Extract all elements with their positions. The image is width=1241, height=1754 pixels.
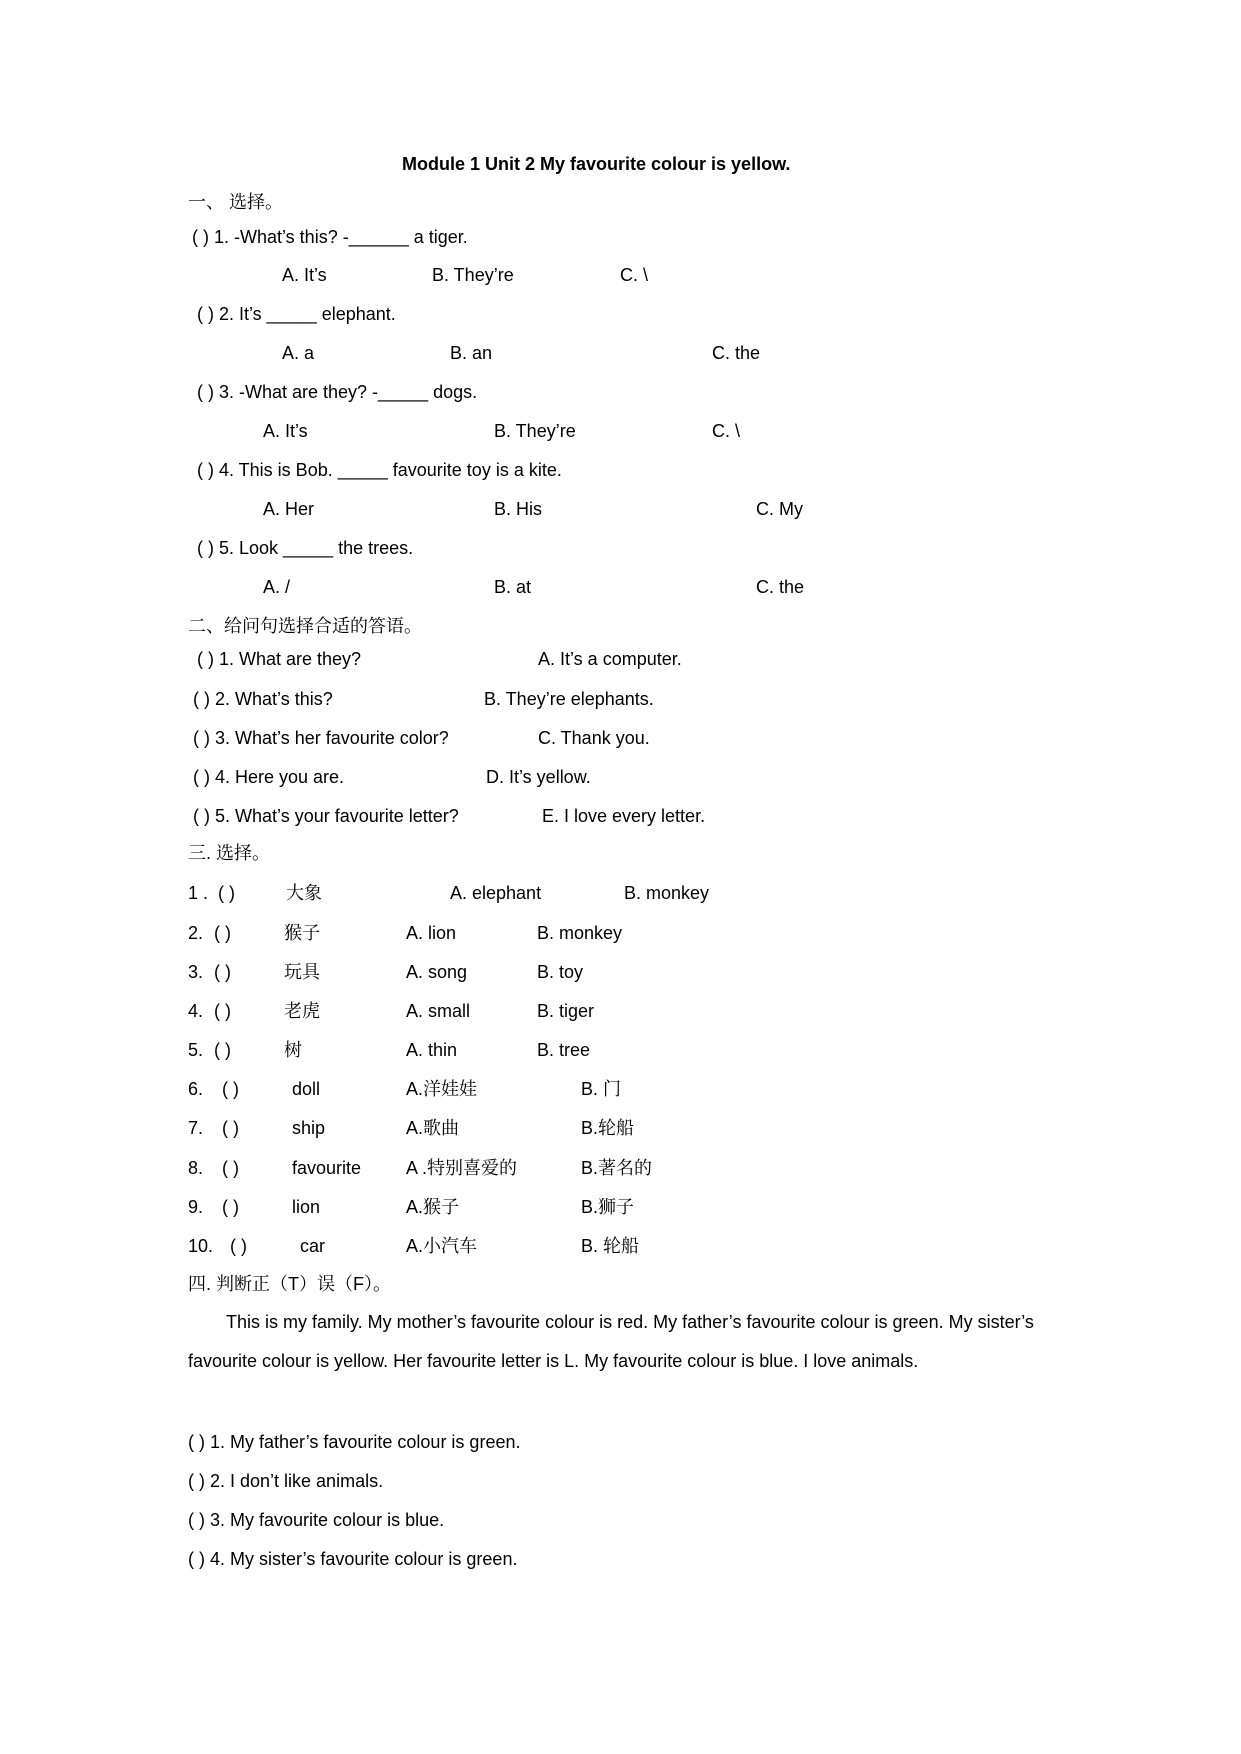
section4-heading: 四. 判断正（T）误（F）。 (188, 1274, 391, 1294)
s3-num: 6. (188, 1079, 204, 1099)
s1-q3-option-a: A. It’s (263, 421, 308, 441)
s1-q2-option-c: C. the (712, 343, 761, 363)
s3-option-a: A. lion (406, 923, 457, 943)
s3-option-a: A.猴子 (406, 1197, 460, 1217)
s3-option-b: B. monkey (624, 883, 710, 903)
s3-option-b: B. monkey (537, 923, 623, 943)
s3-word: 大象 (286, 883, 322, 903)
s3-num: 9. (188, 1197, 204, 1217)
s2-q1: ( ) 1. What are they? (197, 649, 362, 669)
s2-q3: ( ) 3. What’s her favourite color? (193, 728, 449, 748)
s1-q1-stem: ( ) 1. -What’s this? -______ a tiger. (192, 227, 468, 247)
s3-option-a: A. elephant (450, 883, 542, 903)
s1-q1-option-a: A. It’s (282, 265, 327, 285)
section3-heading: 三. 选择。 (188, 843, 271, 863)
s3-num: 2. (188, 923, 204, 943)
s1-q4-stem: ( ) 4. This is Bob. _____ favourite toy is a kite. (197, 460, 562, 480)
s3-word: favourite (292, 1158, 362, 1178)
s3-blank: ( ) (222, 1158, 239, 1178)
s3-blank: ( ) (214, 923, 231, 943)
s3-word: doll (292, 1079, 321, 1099)
s1-q5-stem: ( ) 5. Look _____ the trees. (197, 538, 414, 558)
s3-option-b: B. 轮船 (581, 1236, 640, 1256)
s3-option-a: A. thin (406, 1040, 458, 1060)
s3-option-a: A.小汽车 (406, 1236, 478, 1256)
page-title: Module 1 Unit 2 My favourite colour is yellow. (402, 154, 791, 174)
s1-q5-option-c: C. the (756, 577, 805, 597)
s3-word: car (300, 1236, 326, 1256)
s3-option-a: A .特别喜爱的 (406, 1158, 518, 1178)
s3-option-b: B.著名的 (581, 1158, 653, 1178)
s4-statement-2: ( ) 2. I don’t like animals. (188, 1471, 384, 1491)
s2-a1: A. It’s a computer. (538, 649, 682, 669)
s1-q2-option-a: A. a (282, 343, 315, 363)
s2-q5: ( ) 5. What’s your favourite letter? (193, 806, 459, 826)
s3-blank: ( ) (222, 1118, 239, 1138)
s1-q3-option-c: C. \ (712, 421, 741, 441)
s1-q5-option-a: A. / (263, 577, 291, 597)
s3-blank: ( ) (214, 962, 231, 982)
s3-word: lion (292, 1197, 321, 1217)
s4-statement-4: ( ) 4. My sister’s favourite colour is green. (188, 1549, 518, 1569)
s3-option-b: B. 门 (581, 1079, 622, 1099)
s3-option-a: A. song (406, 962, 468, 982)
s4-statement-3: ( ) 3. My favourite colour is blue. (188, 1510, 445, 1530)
s3-word: 玩具 (284, 962, 320, 982)
s2-a5: E. I love every letter. (542, 806, 706, 826)
reading-passage: This is my family. My mother’s favourite colour is red. My father’s favourite colour is green. My sister’s favourite colour is yellow. Her favourite letter is L. My favourite colour is blue. I love animals. (188, 1312, 1034, 1371)
s1-q3-stem: ( ) 3. -What are they? -_____ dogs. (197, 382, 478, 402)
s1-q5-option-b: B. at (494, 577, 532, 597)
s3-option-b: B. tree (537, 1040, 591, 1060)
s3-option-a: A.歌曲 (406, 1118, 460, 1138)
s1-q4-option-b: B. His (494, 499, 543, 519)
s3-blank: ( ) (222, 1079, 239, 1099)
s3-blank: ( ) (214, 1001, 231, 1021)
s3-blank: ( ) (230, 1236, 247, 1256)
s3-num: 4. (188, 1001, 204, 1021)
s1-q2-option-b: B. an (450, 343, 493, 363)
s2-q4: ( ) 4. Here you are. (193, 767, 345, 787)
s1-q1-option-c: C. \ (620, 265, 649, 285)
s3-num: 3. (188, 962, 204, 982)
s3-option-b: B. tiger (537, 1001, 595, 1021)
s3-option-b: B.轮船 (581, 1118, 635, 1138)
s2-a3: C. Thank you. (538, 728, 650, 748)
section1-heading: 一、 选择。 (188, 192, 284, 212)
s2-a2: B. They’re elephants. (484, 689, 654, 709)
s3-blank: ( ) (222, 1197, 239, 1217)
s1-q3-option-b: B. They’re (494, 421, 576, 441)
s3-word: 猴子 (284, 923, 320, 943)
s4-statement-1: ( ) 1. My father’s favourite colour is green. (188, 1432, 521, 1452)
s1-q4-option-a: A. Her (263, 499, 315, 519)
s3-blank: ( ) (218, 883, 235, 903)
s3-blank: ( ) (214, 1040, 231, 1060)
s3-num: 8. (188, 1158, 204, 1178)
s3-option-a: A. small (406, 1001, 471, 1021)
s3-option-b: B. toy (537, 962, 584, 982)
s2-a4: D. It’s yellow. (486, 767, 591, 787)
s3-word: 老虎 (284, 1001, 320, 1021)
s1-q4-option-c: C. My (756, 499, 803, 519)
section2-heading: 二、给问句选择合适的答语。 (188, 616, 422, 636)
s3-option-a: A.洋娃娃 (406, 1079, 478, 1099)
s3-num: 5. (188, 1040, 204, 1060)
s2-q2: ( ) 2. What’s this? (193, 689, 333, 709)
s3-option-b: B.狮子 (581, 1197, 635, 1217)
s3-num: 10. (188, 1236, 214, 1256)
s3-num: 1 . (188, 883, 209, 903)
s1-q2-stem: ( ) 2. It’s _____ elephant. (197, 304, 396, 324)
s3-num: 7. (188, 1118, 204, 1138)
s3-word: 树 (284, 1040, 302, 1060)
s1-q1-option-b: B. They’re (432, 265, 514, 285)
s3-word: ship (292, 1118, 326, 1138)
